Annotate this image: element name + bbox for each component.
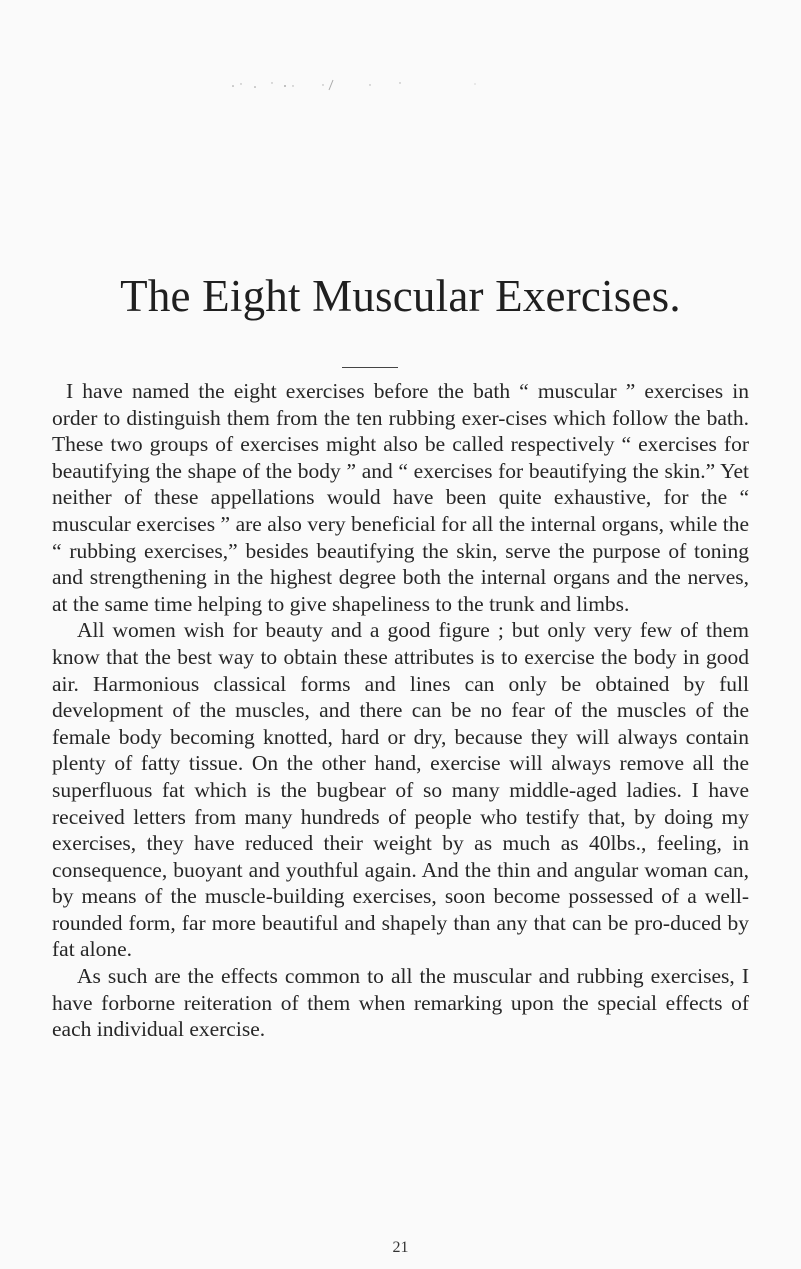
body-text	[52, 378, 749, 1043]
paragraph-1: I have named the eight exercises before the bath “ muscular ” exercises in order to distinguish them from the ten rubbing exer-cises which follow the bath. These two groups of exercises might also be called respectively “ exercises for beautifying the shape of the body ” and “ exercises for beautifying the skin.” Yet neither of these appellations would have been quite exhaustive, for the “ muscular exercises ” are also very beneficial for all the internal organs, while the “ rubbing exercises,” besides beautifying the skin, serve the purpose of toning and strengthening in the highest degree both the internal organs and the nerves, at the same time helping to give shapeliness to the trunk and limbs.	[52, 379, 749, 616]
page-title: The Eight Muscular Exercises.	[120, 271, 681, 321]
paragraph-3: As such are the effects common to all the muscular and rubbing exercises, I have forborne reiteration of them when remarking upon the special effects of each individual exercise.	[52, 964, 749, 1042]
page-number: 21	[392, 1239, 409, 1256]
title-divider	[342, 367, 398, 368]
print-specks-decoration	[225, 74, 685, 94]
paragraph-2: All women wish for beauty and a good figure ; but only very few of them know that the best way to obtain these attributes is to exercise the body in good air. Harmonious classical forms and lines can only be obtained by full development of the muscles, and there can be no fear of the muscles of the female body becoming knotted, hard or dry, because they will always contain plenty of fatty tissue. On the other hand, exercise will always remove all the superfluous fat which is the bugbear of so many middle-aged ladies. I have received letters from many hundreds of people who testify that, by doing my exercises, they have reduced their weight by as much as 40lbs., feeling, in consequence, buoyant and youthful again. And the thin and angular woman can, by means of the muscle-building exercises, soon become possessed of a well-rounded form, far more beautiful and shapely than any that can be pro-duced by fat alone.	[52, 618, 749, 962]
